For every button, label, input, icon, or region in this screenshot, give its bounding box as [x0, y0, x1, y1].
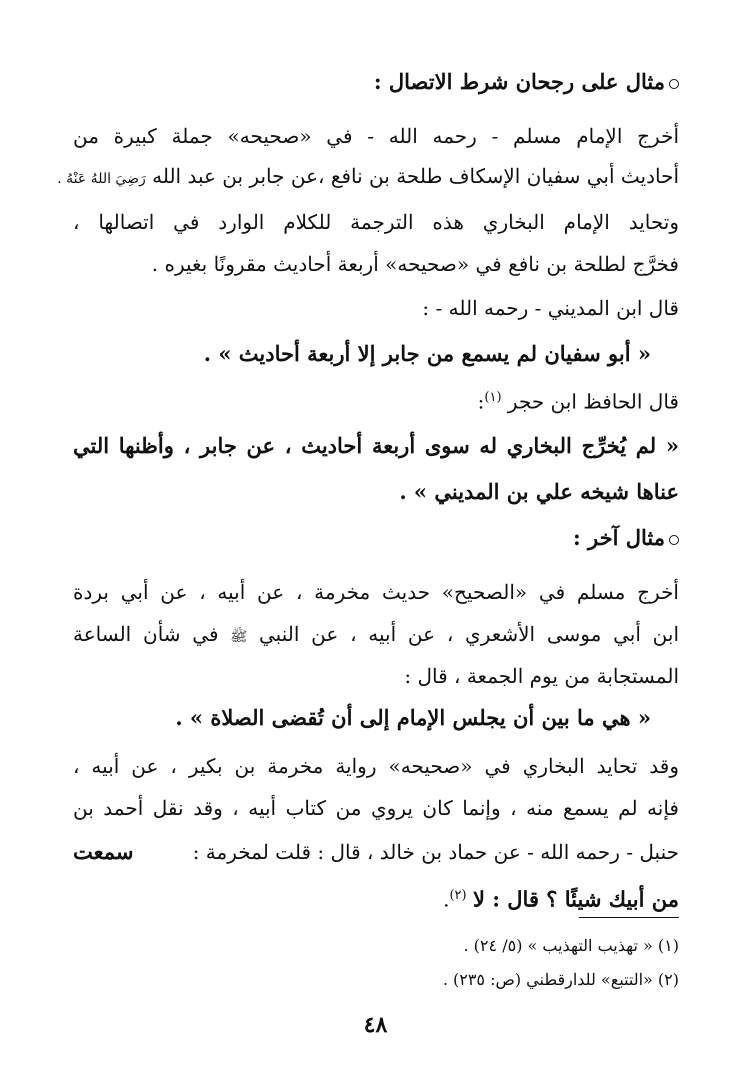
quote-line: عناها شيخه علي بن المديني » .	[399, 479, 679, 504]
paragraph-line: فخرَّج لطلحة بن نافع في «صحيحه» أربعة أحاديث مقرونًا بغيره .	[151, 252, 679, 276]
footnote-ref: (١)	[484, 390, 502, 405]
paragraph-line: أخرج الإمام مسلم - رحمه الله - في «صحيحه» جملة كبيرة من	[73, 124, 679, 148]
quote-line: « أبو سفيان لم يسمع من جابر إلا أربعة أحاديث » .	[203, 341, 651, 366]
section-heading-2: مثال آخر :	[73, 518, 679, 558]
footnote: (٢) «التتبع» للدارقطني (ص: ٢٣٥) .	[442, 970, 679, 989]
bold-phrase: سمعت	[73, 839, 134, 864]
honorific-glyph: ﷺ	[230, 629, 248, 645]
paragraph-line: قال ابن المديني - رحمه الله - :	[422, 296, 679, 320]
paragraph-line: فإنه لم يسمع منه ، وإنما كان يروي من كتاب أبيه ، وقد نقل أحمد بن	[73, 796, 679, 820]
footnote: (١) « تهذيب التهذيب » (٥/ ٢٤) .	[463, 936, 679, 955]
footnote-divider	[579, 917, 679, 918]
paragraph-line: حنبل - رحمه الله - عن حماد بن خالد ، قال : قلت لمخرمة : سمعت	[73, 832, 679, 872]
paragraph-line: وقد تحايد البخاري في «صحيحه» رواية مخرمة بن بكير ، عن أبيه ،	[73, 754, 679, 778]
paragraph-line: أحاديث أبي سفيان الإسكاف طلحة بن نافع ،عن جابر بن عبد الله رَضِيَ اللهُ عَنْهُ .	[57, 164, 679, 188]
bullet-circle-icon	[669, 535, 679, 545]
paragraph-line: المستجابة من يوم الجمعة ، قال :	[404, 664, 679, 688]
quote-line: « لم يُخرِّج البخاري له سوى أربعة أحاديث ، عن جابر ، وأظنها التي	[73, 433, 679, 458]
paragraph-line: من أبيك شيئًا ؟ قال : لا $^{(٢)}$.	[443, 886, 679, 912]
paragraph-line: وتحايد الإمام البخاري هذه الترجمة للكلام الوارد في اتصالها ،	[73, 210, 679, 234]
bold-phrase: من أبيك شيئًا ؟ قال : لا	[472, 886, 679, 912]
honorific-glyph: رَضِيَ اللهُ عَنْهُ .	[57, 171, 146, 187]
footnote-ref: (٢)	[449, 888, 467, 903]
bullet-circle-icon	[669, 79, 679, 89]
paragraph-line: أخرج مسلم في «الصحيح» حديث مخرمة ، عن أبيه ، عن أبي بردة	[73, 580, 679, 604]
section-heading-1: مثال على رجحان شرط الاتصال :	[73, 62, 679, 102]
paragraph-line: قال الحافظ ابن حجر $^{(١)}$:	[477, 389, 679, 414]
quote-line: « هي ما بين أن يجلس الإمام إلى أن تُقضى الصلاة » .	[175, 705, 651, 730]
paragraph-line: ابن أبي موسى الأشعري ، عن أبيه ، عن النبي ﷺ في شأن الساعة	[73, 622, 680, 646]
page-number: ٤٨	[363, 1012, 388, 1038]
